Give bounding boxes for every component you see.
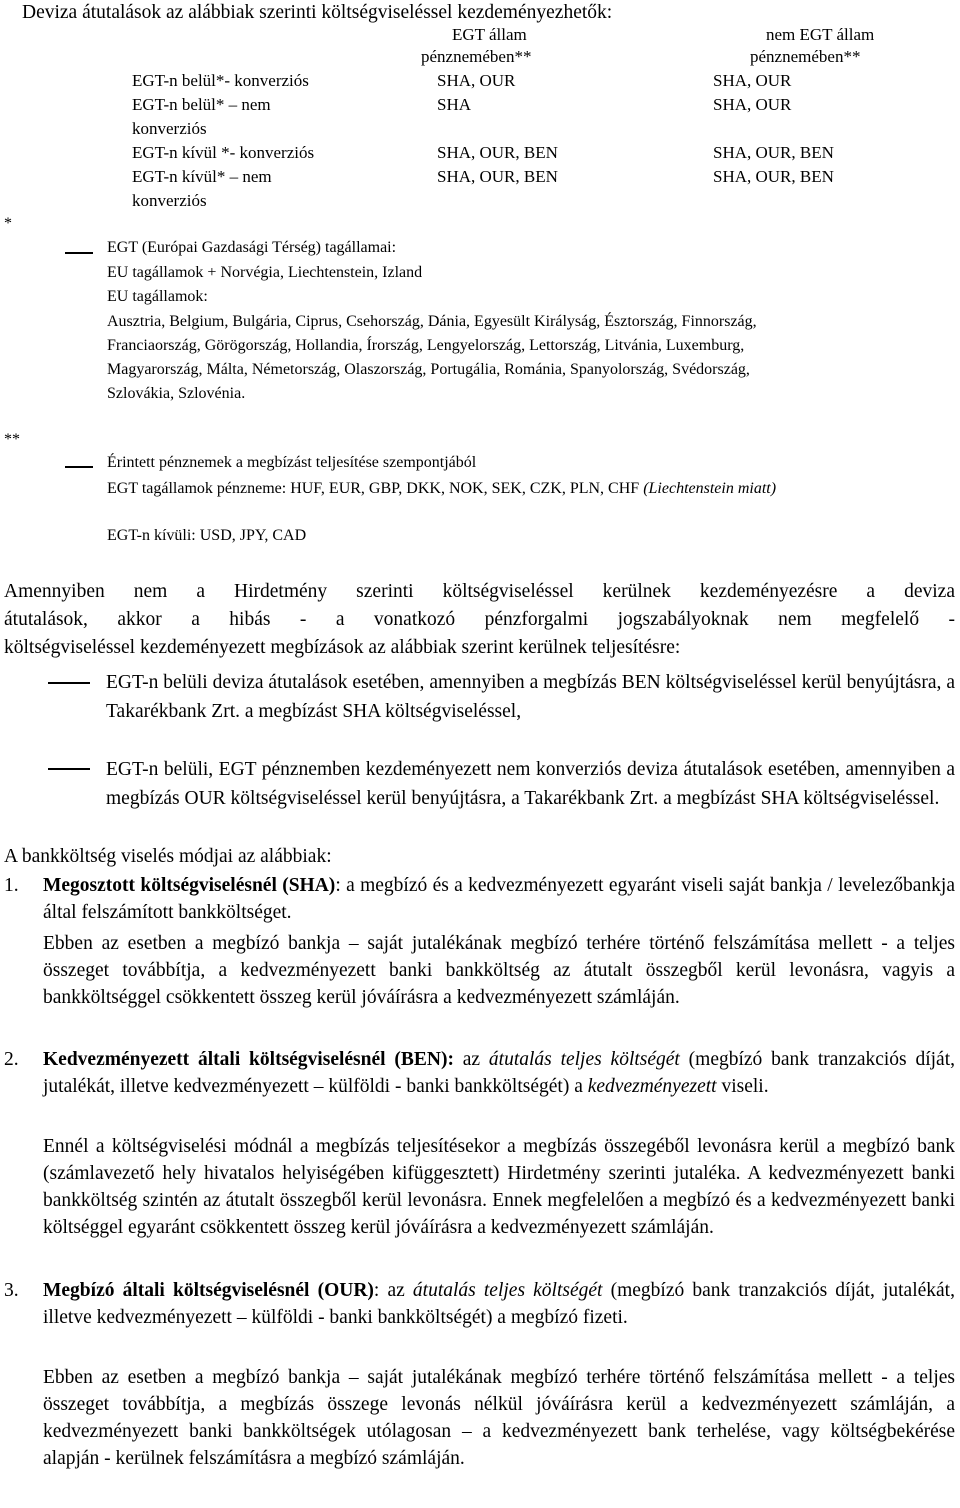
currency-egt-text: EGT tagállamok pénzneme: HUF, EUR, GBP, DKK, NOK, SEK, CZK, PLN, CHF bbox=[107, 480, 640, 497]
mode-3-bold: Megbízó általi költségviselésnél (OUR) bbox=[43, 1280, 374, 1301]
row-label: EGT-n kívül* – nem bbox=[132, 167, 272, 186]
egt-heading: EGT (Európai Gazdasági Térség) tagállamai: bbox=[107, 239, 397, 256]
mode-3-paragraph: Ebben az esetben a megbízó bankja – saját jutalékának megbízó terhére történő felszámítása mellett - a teljes összeget továbbítja, a megbízás összege levonás nélkül jóváírásra kerül a kedvezményezett számláján, a kedvezményezett banki bankköltségek utólagosan – a kedvezményezett bank terhelése, vagy költségbekérése alapján - kerülnek felszámításra a megbízó számláján. bbox=[43, 1367, 955, 1469]
mode-2-bold: Kedvezményezett általi költségviselésnél (BEN): bbox=[43, 1049, 454, 1070]
note-line: EU tagállamok: bbox=[107, 288, 208, 305]
bullet-item: EGT-n belüli deviza átutalások esetében, amennyiben a megbízás BEN költségviseléssel kerül benyújtásra, a Takarékbank Zrt. a megbízást SHA költségviseléssel, bbox=[106, 672, 955, 722]
row-egt-value: SHA bbox=[437, 95, 472, 114]
mode-number: 3. bbox=[4, 1280, 19, 1301]
note-line: EU tagállamok + Norvégia, Liechtenstein, Izland bbox=[107, 264, 423, 281]
row-non-egt-value: SHA, OUR, BEN bbox=[713, 167, 834, 186]
dash-bullet bbox=[48, 768, 90, 770]
bullet-item: EGT-n belüli, EGT pénznemben kezdeményezett nem konverziós deviza átutalások esetében, amennyiben a megbízás OUR költségviseléssel kerül benyújtásra, a Takarékbank Zrt. a megbízást SHA költségviseléssel. bbox=[106, 759, 955, 809]
egt-column-header bbox=[452, 24, 527, 46]
mode-1-text bbox=[43, 872, 955, 926]
dash-bullet bbox=[48, 682, 90, 684]
modes-heading: A bankköltség viselés módjai az alábbiak: bbox=[4, 846, 332, 867]
mode-3-pre: : az bbox=[373, 1280, 413, 1301]
row-egt-value: SHA, OUR, BEN bbox=[437, 143, 558, 162]
mode-2-paragraph: Ennél a költségviselési módnál a megbízás teljesítésekor a megbízás összegéből levonásra kerül a megbízó bank (számlavezető hely hivatalos helyiségében kifüggesztett) Hirdetmény szerinti jutaléka. A kedvezményezett banki bankköltség szintén az átutalt összegből kerül levonásra. Ennek megfelelően a megbízó és a kedvezményezett banki költséggel egyaránt csökkentett összeg kerül jóváírásra a kedvezményezett számláján. bbox=[43, 1136, 955, 1238]
mode-2-italic-2: kedvezményezett bbox=[587, 1076, 717, 1097]
note-line: Ausztria, Belgium, Bulgária, Ciprus, Csehország, Dánia, Egyesült Királyság, Észtország, Finnország, bbox=[107, 313, 757, 330]
row-non-egt-value: SHA, OUR bbox=[713, 95, 792, 114]
mode-2-text bbox=[43, 1046, 955, 1100]
non-egt-column-header-2: pénznemében** bbox=[750, 47, 861, 66]
footnote-marker-1: * bbox=[4, 215, 12, 232]
row-egt-value: SHA, OUR bbox=[437, 71, 516, 90]
currency-non-egt-line: EGT-n kívüli: USD, JPY, CAD bbox=[107, 527, 307, 544]
mode-2-end: viseli. bbox=[716, 1076, 769, 1097]
egt-column-header-2: pénznemében** bbox=[421, 47, 532, 66]
row-label: EGT-n kívül *- konverziós bbox=[132, 143, 315, 162]
mode-1-bold: Megosztott költségviselésnél (SHA) bbox=[43, 875, 336, 896]
page-title: Deviza átutalások az alábbiak szerinti költségviseléssel kezdeményezhetők: bbox=[22, 2, 613, 23]
mode-3-italic: átutalás teljes költségét bbox=[412, 1280, 603, 1301]
currency-egt-line bbox=[107, 477, 955, 501]
note-line: Franciaország, Görögország, Hollandia, Írország, Lengyelország, Lettország, Litvánia, Luxemburg, bbox=[107, 337, 745, 354]
mode-2-mid: (megbízó bank tranzakciós díját, jutalékát, illetve kedvezményezett – külföldi - banki bankköltségét) a bbox=[43, 1049, 955, 1097]
mode-2-pre: az bbox=[453, 1049, 489, 1070]
intro-line: átutalások, akkor a hibás - a vonatkozó pénzforgalmi jogszabályoknak nem megfelelő - bbox=[4, 609, 955, 630]
row-label: EGT-n belül*- konverziós bbox=[132, 71, 309, 90]
mode-number: 2. bbox=[4, 1049, 19, 1070]
intro-line: költségviseléssel kezdeményezett megbízások az alábbiak szerint kerülnek teljesítésre: bbox=[4, 637, 681, 658]
dash-bullet bbox=[65, 252, 93, 254]
row-non-egt-value: SHA, OUR bbox=[713, 71, 792, 90]
dash-bullet bbox=[65, 466, 93, 468]
mode-2-italic: átutalás teljes költségét bbox=[488, 1049, 680, 1070]
mode-number: 1. bbox=[4, 875, 19, 896]
non-egt-column-header: nem EGT állam bbox=[766, 25, 875, 44]
egt-header-line1: EGT állam bbox=[452, 25, 527, 44]
row-label: EGT-n belül* – nem bbox=[132, 95, 271, 114]
note-line: Szlovákia, Szlovénia. bbox=[107, 385, 246, 402]
currency-egt-italic: (Liechtenstein miatt) bbox=[643, 480, 777, 497]
mode-1-rest: : a megbízó és a kedvezményezett egyaránt viseli saját bankja / levelezőbankja által felszámított bankköltséget. bbox=[43, 875, 955, 923]
currency-heading: Érintett pénznemek a megbízást teljesítése szempontjából bbox=[107, 454, 477, 471]
note-line: Magyarország, Málta, Németország, Olaszország, Portugália, Románia, Spanyolország, Svédország, bbox=[107, 361, 750, 378]
intro-line: Amennyiben nem a Hirdetmény szerinti költségviseléssel kerülnek kezdeményezésre a deviza bbox=[4, 581, 955, 602]
mode-3-mid: (megbízó bank tranzakciós díját, jutalékát, illetve kedvezményezett – külföldi - banki bankköltségét) a megbízó fizeti. bbox=[43, 1280, 955, 1328]
mode-1-paragraph: Ebben az esetben a megbízó bankja – saját jutalékának megbízó terhére történő felszámítása mellett - a teljes összeget továbbítja, a kedvezményezett banki bankköltség az átutalt összegből kerül levonásra, vagyis a bankköltséggel csökkentett összeg kerül jóváírásra a kedvezményezett számláján. bbox=[43, 933, 955, 1008]
row-non-egt-value: SHA, OUR, BEN bbox=[713, 143, 834, 162]
mode-3-text bbox=[43, 1277, 955, 1331]
row-label-cont: konverziós bbox=[132, 119, 207, 138]
footnote-marker-2: ** bbox=[4, 431, 20, 448]
row-egt-value: SHA, OUR, BEN bbox=[437, 167, 558, 186]
row-label-cont: konverziós bbox=[132, 191, 207, 210]
